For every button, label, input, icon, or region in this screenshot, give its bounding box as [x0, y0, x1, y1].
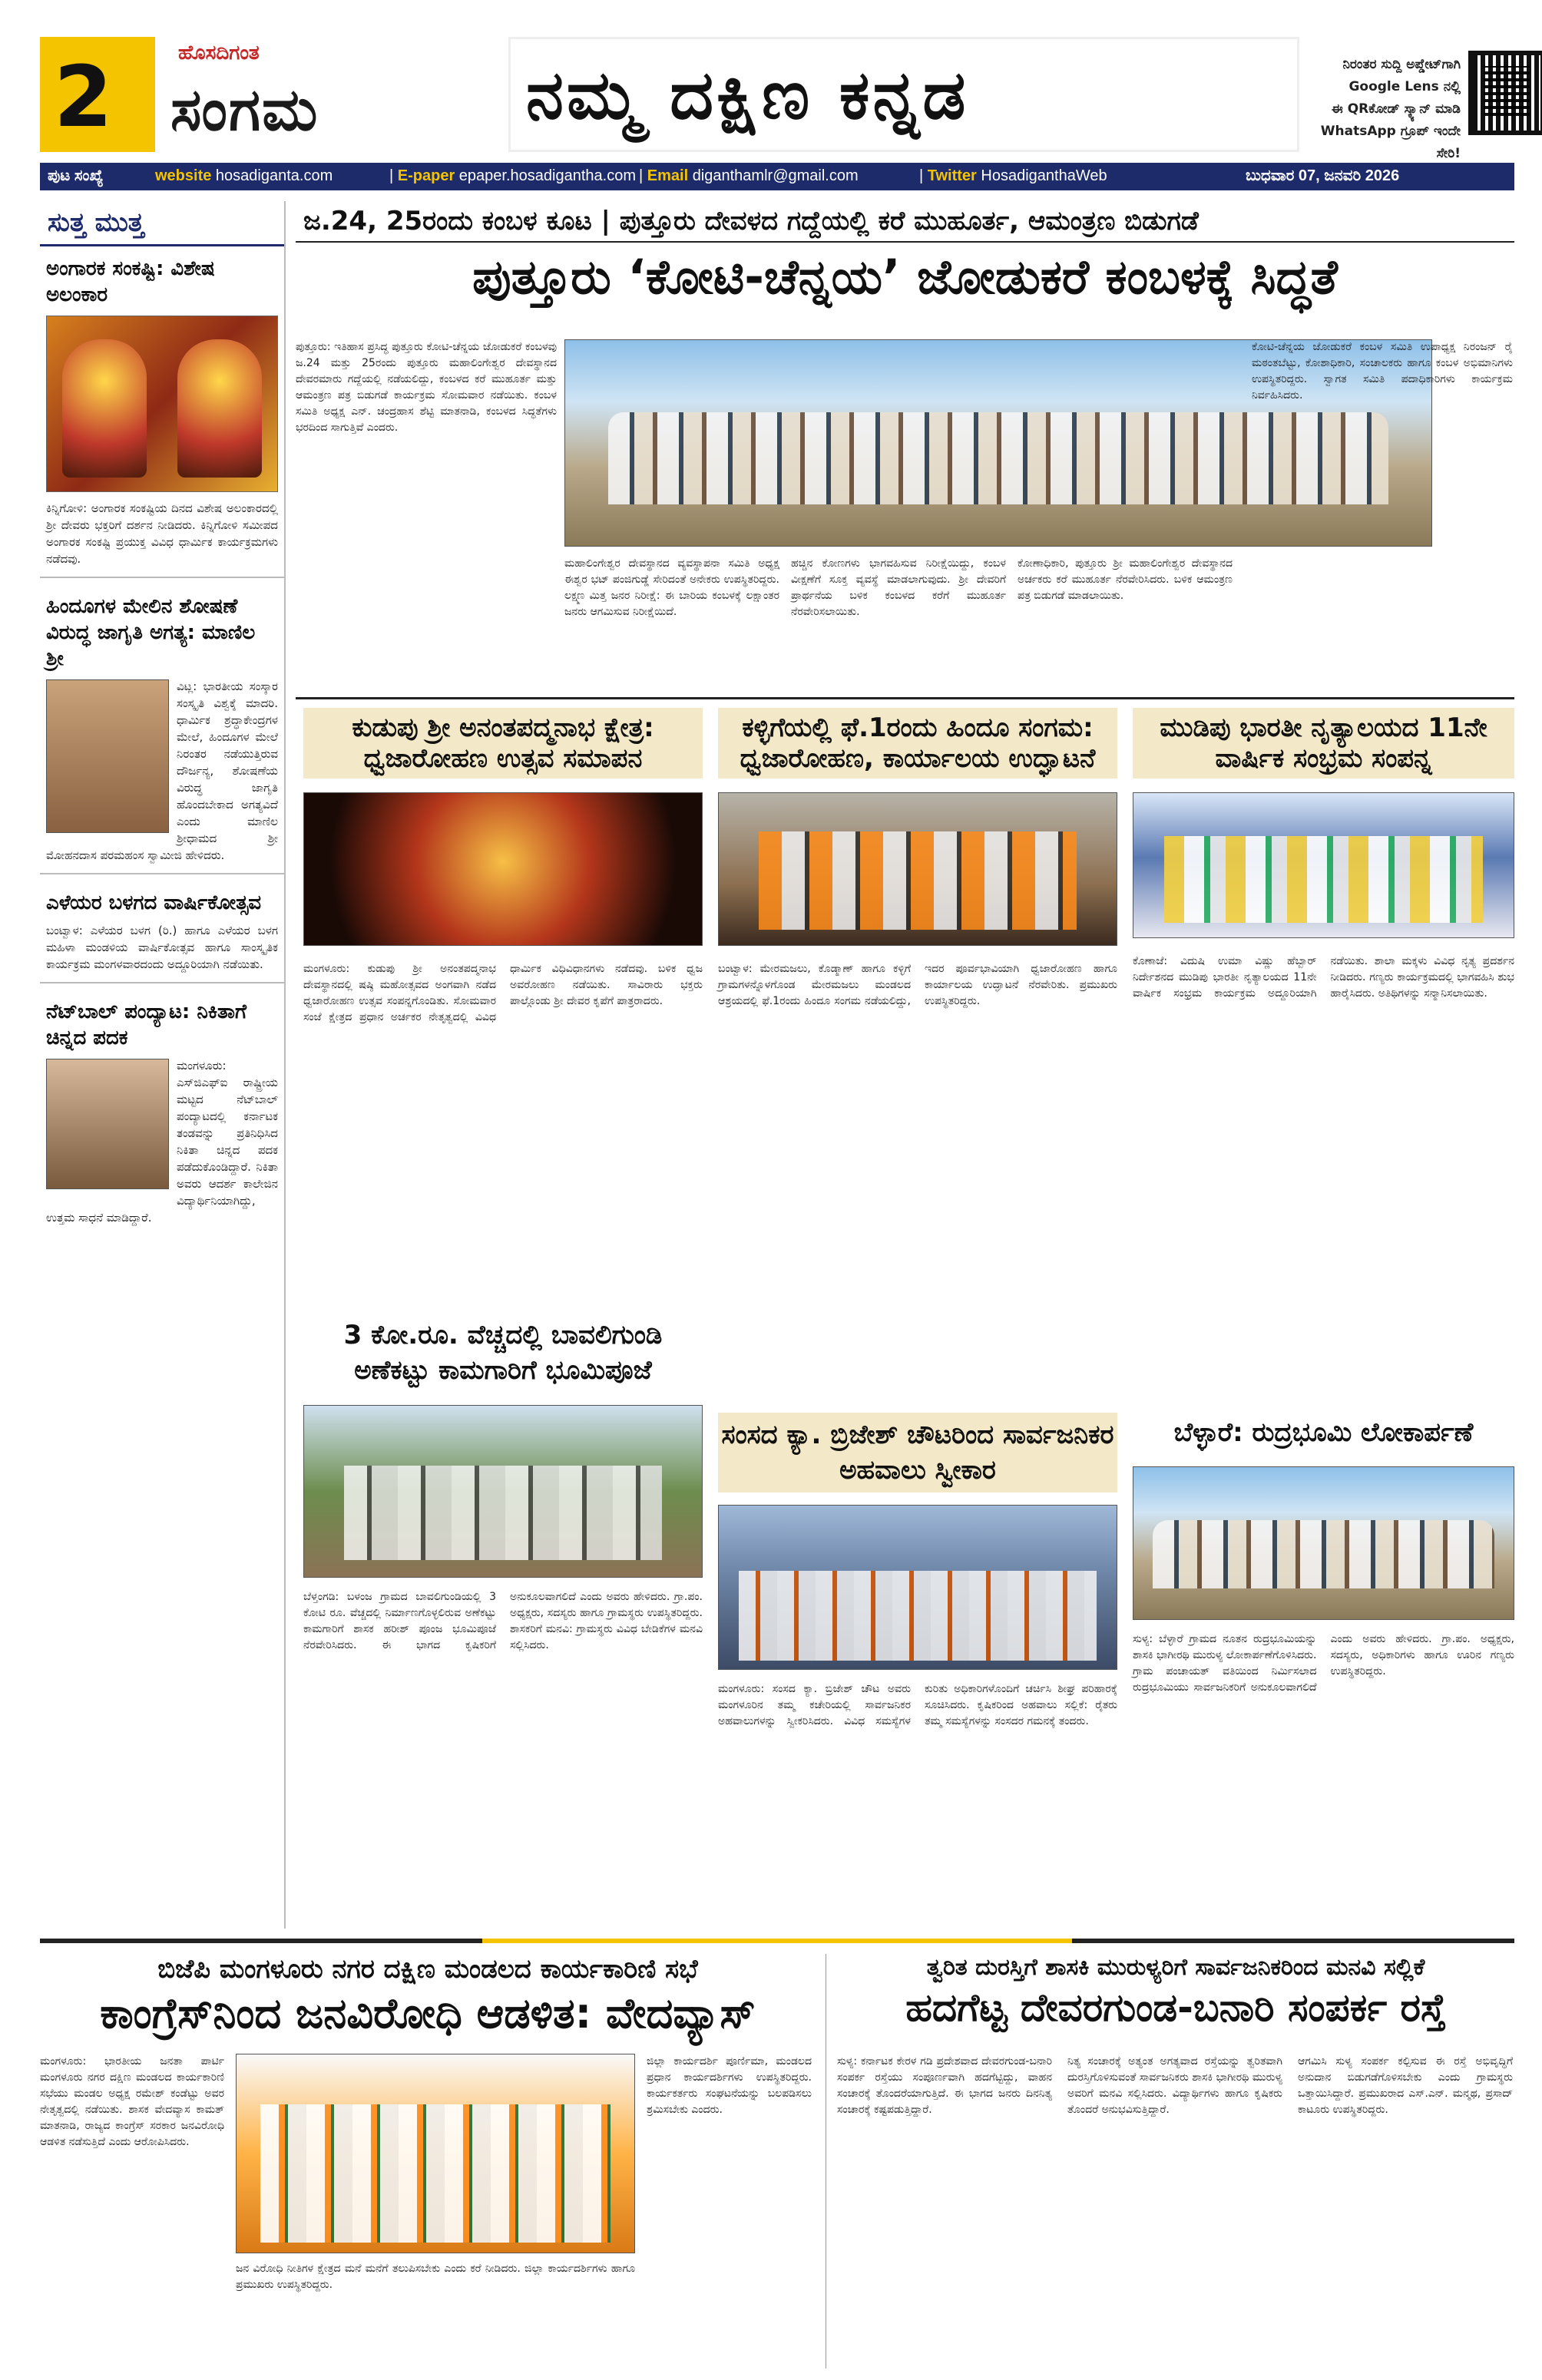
email-value: diganthamlr@gmail.com: [692, 167, 859, 184]
article-headline: ಅಂಗಾರಕ ಸಂಕಷ್ಟಿ: ವಿಶೇಷ ಅಲಂಕಾರ: [46, 257, 215, 306]
ceremony-photo: [718, 792, 1117, 946]
story-body: ಜಿಲ್ಲಾ ಕಾರ್ಯದರ್ಶಿ ಪೂರ್ಣಿಮಾ, ಮಂಡಲದ ಪ್ರಧಾನ ಕಾರ್ಯದರ್ಶಿಗಳು ಉಪಸ್ಥಿತರಿದ್ದರು. ಕಾರ್ಯಕರ್ತರು ಸಂಘಟನೆಯನ್ನು ಬಲಪಡಿಸಲು ಶ್ರಮಿಸಬೇಕು ಎಂದರು.: [647, 2055, 812, 2116]
athlete-photo: [46, 1059, 169, 1189]
brand-logo: ಹೊಸದಿಗಂತ: [178, 41, 260, 64]
deity-photo: [46, 316, 278, 492]
article-body: ಬಂಟ್ವಾಳ: ಎಳೆಯರ ಬಳಗ (ರಿ.) ಹಾಗೂ ಎಳೆಯರ ಬಳಗ ಮಹಿಳಾ ಮಂಡಳಿಯ ವಾರ್ಷಿಕೋತ್ಸವ ಹಾಗೂ ಸಾಂಸ್ಕೃತಿಕ ಕಾರ್ಯಕ್ರಮ ಮಂಗಳವಾರದಂದು ಅದ್ದೂರಿಯಾಗಿ ನಡೆಯಿತು.: [46, 924, 278, 971]
inauguration-photo: [1133, 1466, 1514, 1620]
masthead: [40, 37, 1514, 161]
website-label: website: [155, 167, 212, 184]
lead-col-1: ಪುತ್ತೂರು: ಇತಿಹಾಸ ಪ್ರಸಿದ್ಧ ಪುತ್ತೂರು ಕೋಟಿ-ಚೆನ್ನಯ ಜೋಡುಕರೆ ಕಂಬಳವು ಜ.24 ಮತ್ತು 25ರಂದು ಪುತ್ತೂರು ಮಹಾಲಿಂಗೇಶ್ವರ ದೇವಸ್ಥಾನದ ದೇವರಮಾರು ಗದ್ದೆಯಲ್ಲಿ ನಡೆಯಲಿದ್ದು, ಕಂಬಳದ ಕರೆ ಮುಹೂರ್ತ ಮತ್ತು ಆಮಂತ್ರಣ ಪತ್ರ ಬಿಡುಗಡೆ ಕಾರ್ಯಕ್ರಮ ಸೋಮವಾರ ನಡೆಯಿತು. ಕಂಬಳ ಸಮಿತಿ ಅಧ್ಯಕ್ಷ ಎನ್. ಚಂದ್ರಹಾಸ ಶೆಟ್ಟಿ ಮಾತನಾಡಿ, ಕಂಬಳದ ಸಿದ್ಧತೆಗಳು ಭರದಿಂದ ಸಾಗುತ್ತಿವೆ ಎಂದರು.: [296, 341, 557, 434]
qr-line: ಈ QRಕೋಡ್ ಸ್ಕ್ಯಾನ್ ಮಾಡಿ: [1332, 101, 1461, 117]
story-mudipu: [1133, 708, 1514, 1314]
article-headline: ಎಳೆಯರ ಬಳಗದ ವಾರ್ಷಿಕೋತ್ಸವ: [46, 891, 262, 914]
edition-box: [508, 37, 1299, 152]
column-heading: ಸುತ್ತ ಮುತ್ತ: [40, 201, 284, 246]
story-body: ಜನ ವಿರೋಧಿ ನೀತಿಗಳ ಕ್ಷೇತ್ರದ ಮನೆ ಮನೆಗೆ ತಲುಪಿಸಬೇಕು ಎಂದು ಕರೆ ನೀಡಿದರು. ಜಿಲ್ಲಾ ಕಾರ್ಯದರ್ಶಿಗಳು ಹಾಗೂ ಪ್ರಮುಖರು ಉಪಸ್ಥಿತರಿದ್ದರು.: [236, 2263, 635, 2291]
bhoomipooja-photo: [303, 1405, 703, 1578]
left-column: [40, 201, 286, 1929]
story-headline: ಹದಗೆಟ್ಟ ದೇವರಗುಂಡ-ಬನಾರಿ ಸಂಪರ್ಕ ರಸ್ತೆ: [905, 1985, 1446, 2030]
twitter-link[interactable]: | Twitter HosadiganthaWeb: [919, 167, 1107, 184]
section-title: ಸಂಗಮ: [170, 75, 319, 144]
section-rule: [40, 1939, 1514, 1943]
story-headline: ಬೆಳ್ಳಾರೆ: ರುದ್ರಭೂಮಿ ಲೋಕಾರ್ಪಣೆ: [1173, 1417, 1474, 1448]
story-body: ಮಂಗಳೂರು: ಸಂಸದ ಕ್ಯಾ. ಬ್ರಿಜೇಶ್ ಚೌಟ ಅವರು ಮಂಗಳೂರಿನ ತಮ್ಮ ಕಚೇರಿಯಲ್ಲಿ ಸಾರ್ವಜನಿಕರ ಅಹವಾಲುಗಳನ್ನು ಸ್ವೀಕರಿಸಿದರು. ವಿವಿಧ ಸಮಸ್ಯೆಗಳ ಕುರಿತು ಅಧಿಕಾರಿಗಳೊಂದಿಗೆ ಚರ್ಚಿಸಿ ಶೀಘ್ರ ಪರಿಹಾರಕ್ಕೆ ಸೂಚಿಸಿದರು. ಕೃಷಿಕರಿಂದ ಅಹವಾಲು ಸಲ್ಲಿಕೆ: ರೈತರು ತಮ್ಮ ಸಮಸ್ಯೆಗಳನ್ನು ಸಂಸದರ ಗಮನಕ್ಕೆ ತಂದರು.: [718, 1683, 1117, 1727]
story-bellare: [1133, 1413, 1514, 1919]
meeting-photo: [718, 1505, 1117, 1670]
story-body: ಮಂಗಳೂರು: ಕುಡುಪು ಶ್ರೀ ಅನಂತಪದ್ಮನಾಭ ದೇವಸ್ಥಾನದಲ್ಲಿ ಷಷ್ಠಿ ಮಹೋತ್ಸವದ ಅಂಗವಾಗಿ ನಡೆದ ಧ್ವಜಾರೋಹಣ ಉತ್ಸವ ಸಂಪನ್ನಗೊಂಡಿತು. ಸೋಮವಾರ ಸಂಜೆ ಕ್ಷೇತ್ರದ ಪ್ರಧಾನ ಅರ್ಚಕರ ನೇತೃತ್ವದಲ್ಲಿ ವಿವಿಧ ಧಾರ್ಮಿಕ ವಿಧಿವಿಧಾನಗಳು ನಡೆದವು. ಬಳಿಕ ಧ್ವಜ ಅವರೋಹಣ ನಡೆಯಿತು. ಸಾವಿರಾರು ಭಕ್ತರು ಪಾಲ್ಗೊಂಡು ಶ್ರೀ ದೇವರ ಕೃಪೆಗೆ ಪಾತ್ರರಾದರು.: [303, 963, 703, 1023]
story-body: ಆಗಮಿಸಿ ಸುಳ್ಯ ಸಂಪರ್ಕ ಕಲ್ಪಿಸುವ ಈ ರಸ್ತೆ ಅಭಿವೃದ್ಧಿಗೆ ಅನುದಾನ ಬಿಡುಗಡೆಗೊಳಿಸಬೇಕು ಎಂದು ಗ್ರಾಮಸ್ಥರು ಒತ್ತಾಯಿಸಿದ್ದಾರೆ. ಪ್ರಮುಖರಾದ ಎಸ್.ಎನ್. ಮನ್ಮಥ, ಪ್ರಸಾದ್ ಕಾಟೂರು ಉಪಸ್ಥಿತರಿದ್ದರು.: [1298, 2055, 1513, 2116]
lead-col-4: ಕೋಣಾಧಿಕಾರಿ, ಪುತ್ತೂರು ಶ್ರೀ ಮಹಾಲಿಂಗೇಶ್ವರ ದೇವಸ್ಥಾನದ ಅರ್ಚಕರು ಕರೆ ಮುಹೂರ್ತ ನೆರವೇರಿಸಿದರು. ಬಳಿಕ ಆಮಂತ್ರಣ ಪತ್ರ ಬಿಡುಗಡೆ ಮಾಡಲಾಯಿತು.: [1018, 557, 1233, 602]
story-kicker: ತ್ವರಿತ ದುರಸ್ತಿಗೆ ಶಾಸಕಿ ಮುರುಳ್ಯರಿಗೆ ಸಾರ್ವಜನಿಕರಿಂದ ಮನವಿ ಸಲ್ಲಿಕೆ: [926, 1954, 1425, 1981]
article-headline: ಹಿಂದೂಗಳ ಮೇಲಿನ ಶೋಷಣೆ ವಿರುದ್ಧ ಜಾಗೃತಿ ಅಗತ್ಯ: ಮಾಣಿಲ ಶ್ರೀ: [46, 595, 256, 670]
story-chowta: [718, 1413, 1117, 1919]
lead-story: [296, 201, 1514, 693]
deity-figure: [177, 339, 262, 478]
divider: [40, 873, 284, 874]
page-number-box: [40, 37, 155, 152]
qr-line: WhatsApp ಗ್ರೂಪ್ ಇಂದೇ ಸೇರಿ!: [1320, 124, 1461, 161]
story-headline: ಕಳ್ಳಿಗೆಯಲ್ಲಿ ಫೆ.1ರಂದು ಹಿಂದೂ ಸಂಗಮ: ಧ್ವಜಾರೋಹಣ, ಕಾರ್ಯಾಲಯ ಉದ್ಘಾಟನೆ: [718, 708, 1117, 778]
twitter-label: Twitter: [927, 167, 977, 184]
article-body: ಮಂಗಳೂರು: ಎಸ್‌ಜಿಎಫ್‌ಐ ರಾಷ್ಟ್ರೀಯ ಮಟ್ಟದ ನೆಟ್‌ಬಾಲ್ ಪಂದ್ಯಾಟದಲ್ಲಿ ಕರ್ನಾಟಕ ತಂಡವನ್ನು ಪ್ರತಿನಿಧಿಸಿದ ನಿಕಿತಾ ಚಿನ್ನದ ಪದಕ ಪಡೆದುಕೊಂಡಿದ್ದಾರೆ. ನಿಕಿತಾ ಅವರು ಆದರ್ಶ ಕಾಲೇಜಿನ ವಿದ್ಯಾರ್ಥಿನಿಯಾಗಿದ್ದು, ಉತ್ತಮ ಸಾಧನೆ ಮಾಡಿದ್ದಾರೆ.: [46, 1059, 278, 1225]
website-value: hosadiganta.com: [215, 167, 333, 184]
email-link[interactable]: | Email diganthamlr@gmail.com: [639, 167, 859, 184]
story-body: ಸುಳ್ಯ: ಕರ್ನಾಟಕ ಕೇರಳ ಗಡಿ ಪ್ರದೇಶವಾದ ದೇವರಗುಂಡ-ಬನಾರಿ ಸಂಪರ್ಕ ರಸ್ತೆಯು ಸಂಪೂರ್ಣವಾಗಿ ಹದಗೆಟ್ಟಿದ್ದು, ವಾಹನ ಸಂಚಾರಕ್ಕೆ ತೊಂದರೆಯಾಗುತ್ತಿದೆ. ಈ ಭಾಗದ ಜನರು ದಿನನಿತ್ಯ ಸಂಚಾರಕ್ಕೆ ಕಷ್ಟಪಡುತ್ತಿದ್ದಾರೆ.: [837, 2055, 1052, 2116]
epaper-label: E-paper: [397, 167, 455, 184]
story-body: ಬೆಳ್ತಂಗಡಿ: ಬಳಂಜ ಗ್ರಾಮದ ಬಾವಲಿಗುಂಡಿಯಲ್ಲಿ 3 ಕೋಟಿ ರೂ. ವೆಚ್ಚದಲ್ಲಿ ನಿರ್ಮಾಣಗೊಳ್ಳಲಿರುವ ಅಣೆಕಟ್ಟು ಕಾಮಗಾರಿಗೆ ಶಾಸಕ ಹರೀಶ್ ಪೂಂಜ ಭೂಮಿಪೂಜೆ ನೆರವೇರಿಸಿದರು. ಈ ಭಾಗದ ಕೃಷಿಕರಿಗೆ ಅನುಕೂಲವಾಗಲಿದೆ ಎಂದು ಅವರು ಹೇಳಿದರು. ಗ್ರಾ.ಪಂ. ಅಧ್ಯಕ್ಷರು, ಸದಸ್ಯರು ಹಾಗೂ ಗ್ರಾಮಸ್ಥರು ಉಪಸ್ಥಿತರಿದ್ದರು. ಶಾಸಕರಿಗೆ ಮನವಿ: ಗ್ರಾಮಸ್ಥರು ವಿವಿಧ ಬೇಡಿಕೆಗಳ ಮನವಿ ಸಲ್ಲಿಸಿದರು.: [303, 1591, 703, 1651]
story-bavaliguNDi: [303, 1313, 703, 1919]
info-strip: [40, 163, 1514, 190]
divider: [40, 982, 284, 983]
festival-photo: [303, 792, 703, 946]
rule: [296, 697, 1514, 699]
story-headline: 3 ಕೋ.ರೂ. ವೆಚ್ಚದಲ್ಲಿ ಬಾವಲಿಗುಂಡಿ ಅಣೆಕಟ್ಟು ಕಾಮಗಾರಿಗೆ ಭೂಮಿಪೂಜೆ: [343, 1320, 663, 1386]
story-body: ಬಂಟ್ವಾಳ: ಮೇರಮಜಲು, ಕೊಡ್ಮಾಣ್ ಹಾಗೂ ಕಳ್ಳಿಗೆ ಗ್ರಾಮಗಳನ್ನೊಳಗೊಂಡ ಮೇರಮಜಲು ಮಂಡಲದ ಆಶ್ರಯದಲ್ಲಿ ಫೆ.1ರಂದು ಹಿಂದೂ ಸಂಗಮ ನಡೆಯಲಿದ್ದು, ಇದರ ಪೂರ್ವಭಾವಿಯಾಗಿ ಧ್ವಜಾರೋಹಣ ಹಾಗೂ ಕಾರ್ಯಾಲಯ ಉದ್ಘಾಟನೆ ನೆರವೇರಿತು. ಪ್ರಮುಖರು ಉಪಸ್ಥಿತರಿದ್ದರು.: [718, 963, 1117, 1007]
story-body: ಮಂಗಳೂರು: ಭಾರತೀಯ ಜನತಾ ಪಾರ್ಟಿ ಮಂಗಳೂರು ನಗರ ದಕ್ಷಿಣ ಮಂಡಲದ ಕಾರ್ಯಕಾರಿಣಿ ಸಭೆಯು ಮಂಡಲ ಅಧ್ಯಕ್ಷ ರಮೇಶ್ ಕಂಡೆಟ್ಟು ಅವರ ನೇತೃತ್ವದಲ್ಲಿ ನಡೆಯಿತು. ಶಾಸಕ ವೇದವ್ಯಾಸ ಕಾಮತ್ ಮಾತನಾಡಿ, ರಾಜ್ಯದ ಕಾಂಗ್ರೆಸ್ ಸರಕಾರ ಜನವಿರೋಧಿ ಆಡಳಿತ ನಡೆಸುತ್ತಿದೆ ಎಂದು ಆರೋಪಿಸಿದರು.: [40, 2055, 224, 2148]
story-kallige: [718, 708, 1117, 1314]
article-body: ವಿಟ್ಲ: ಭಾರತೀಯ ಸಂಸ್ಕಾರ ಸಂಸ್ಕೃತಿ ವಿಶ್ವಕ್ಕೆ ಮಾದರಿ. ಧಾರ್ಮಿಕ ಶ್ರದ್ಧಾಕೇಂದ್ರಗಳ ಮೇಲೆ, ಹಿಂದೂಗಳ ಮೇಲೆ ನಿರಂತರ ನಡೆಯುತ್ತಿರುವ ದೌರ್ಜನ್ಯ, ಶೋಷಣೆಯ ವಿರುದ್ಧ ಜಾಗೃತಿ ಹೊಂದಬೇಕಾದ ಅಗತ್ಯವಿದೆ ಎಂದು ಮಾಣಿಲ ಶ್ರೀಧಾಮದ ಶ್ರೀ ಮೋಹನದಾಸ ಪರಮಹಂಸ ಸ್ವಾಮೀಜಿ ಹೇಳಿದರು.: [46, 679, 278, 862]
page-number: 2: [54, 48, 113, 146]
qr-line: Google Lens ನಲ್ಲಿ: [1348, 79, 1461, 94]
qr-code-icon[interactable]: [1468, 51, 1542, 135]
epaper-value: epaper.hosadigantha.com: [458, 167, 636, 184]
article-body: ಕಿನ್ನಿಗೋಳಿ: ಅಂಗಾರಕ ಸಂಕಷ್ಟಿಯ ದಿನದ ವಿಶೇಷ ಅಲಂಕಾರದಲ್ಲಿ ಶ್ರೀ ದೇವರು ಭಕ್ತರಿಗೆ ದರ್ಶನ ನೀಡಿದರು. ಕಿನ್ನಿಗೋಳಿ ಸಮೀಪದ ಅಂಗಾರಕ ಸಂಕಷ್ಟಿ ಪ್ರಯುಕ್ತ ವಿವಿಧ ಧಾರ್ಮಿಕ ಕಾರ್ಯಕ್ರಮಗಳು ನಡೆದವು.: [46, 501, 278, 566]
dance-stage-photo: [1133, 792, 1514, 938]
epaper-link[interactable]: | E-paper epaper.hosadigantha.com: [389, 167, 636, 184]
story-kudupu: [303, 708, 703, 1307]
lead-col-3: ಹಚ್ಚಿನ ಕೋಣಗಳು ಭಾಗವಹಿಸುವ ನಿರೀಕ್ಷೆಯಿದ್ದು, ಕಂಬಳ ವೀಕ್ಷಣೆಗೆ ಸೂಕ್ತ ವ್ಯವಸ್ಥೆ ಮಾಡಲಾಗುವುದು. ಶ್ರೀ ದೇವರಿಗೆ ಪ್ರಾರ್ಥನೆಯ ಬಳಿಕ ಕಂಬಳದ ಕರೆಗೆ ಮುಹೂರ್ತ ನೆರವೇರಿಸಲಾಯಿತು.: [791, 557, 1006, 618]
divider: [40, 577, 284, 578]
story-bjp: [40, 1954, 816, 2368]
deity-figure: [62, 339, 147, 478]
story-headline: ಕಾಂಗ್ರೆಸ್‌ನಿಂದ ಜನವಿರೋಧಿ ಆಡಳಿತ: ವೇದವ್ಯಾಸ್: [100, 1989, 756, 2038]
story-kicker: ಬಿಜೆಪಿ ಮಂಗಳೂರು ನಗರ ದಕ್ಷಿಣ ಮಂಡಲದ ಕಾರ್ಯಕಾರಿಣಿ ಸಭೆ: [157, 1954, 698, 1985]
lead-kicker: ಜ.24, 25ರಂದು ಕಂಬಳ ಕೂಟ | ಪುತ್ತೂರು ದೇವಳದ ಗದ್ದೆಯಲ್ಲಿ ಕರೆ ಮುಹೂರ್ತ, ಆಮಂತ್ರಣ ಬಿಡುಗಡೆ: [296, 201, 1514, 243]
website-link[interactable]: [155, 167, 333, 185]
story-body: ಸುಳ್ಯ: ಬೆಳ್ಳಾರೆ ಗ್ರಾಮದ ನೂತನ ರುದ್ರಭೂಮಿಯನ್ನು ಶಾಸಕಿ ಭಾಗೀರಥಿ ಮುರುಳ್ಯ ಲೋಕಾರ್ಪಣೆಗೊಳಿಸಿದರು. ಗ್ರಾಮ ಪಂಚಾಯತ್ ವತಿಯಿಂದ ನಿರ್ಮಿಸಲಾದ ರುದ್ರಭೂಮಿಯು ಸಾರ್ವಜನಿಕರಿಗೆ ಅನುಕೂಲವಾಗಲಿದೆ ಎಂದು ಅವರು ಹೇಳಿದರು. ಗ್ರಾ.ಪಂ. ಅಧ್ಯಕ್ಷರು, ಸದಸ್ಯರು, ಅಧಿಕಾರಿಗಳು ಹಾಗೂ ಊರಿನ ಗಣ್ಯರು ಉಪಸ್ಥಿತರಿದ್ದರು.: [1133, 1633, 1514, 1694]
email-label: Email: [647, 167, 689, 184]
lead-col-5: ಕೋಟಿ-ಚೆನ್ನಯ ಜೋಡುಕರೆ ಕಂಬಳ ಸಮಿತಿ ಉಪಾಧ್ಯಕ್ಷ ನಿರಂಜನ್ ರೈ ಮಠಂತಬೆಟ್ಟು, ಕೋಶಾಧಿಕಾರಿ, ಸಂಚಾಲಕರು ಹಾಗೂ ಕಂಬಳ ಅಭಿಮಾನಿಗಳು ಉಪಸ್ಥಿತರಿದ್ದರು. ಸ್ವಾಗತ ಸಮಿತಿ ಪದಾಧಿಕಾರಿಗಳು ಕಾರ್ಯಕ್ರಮ ನಿರ್ವಹಿಸಿದರು.: [1252, 341, 1513, 402]
twitter-value: HosadiganthaWeb: [981, 167, 1107, 184]
edition-title: ನಮ್ಮ ದಕ್ಷಿಣ ಕನ್ನಡ: [526, 55, 969, 134]
swamiji-photo: [46, 679, 169, 833]
lead-col-2: ಮಹಾಲಿಂಗೇಶ್ವರ ದೇವಸ್ಥಾನದ ವ್ಯವಸ್ಥಾಪನಾ ಸಮಿತಿ ಅಧ್ಯಕ್ಷ ಈಶ್ವರ ಭಟ್ ಪಂಜಿಗುಡ್ಡೆ ಸೇರಿದಂತೆ ಅನೇಕರು ಉಪಸ್ಥಿತರಿದ್ದರು. ಲಕ್ಷ್ಮಣ ಮಿತ್ತ ಜನರ ನಿರೀಕ್ಷೆ: ಈ ಬಾರಿಯ ಕಂಬಳಕ್ಕೆ ಲಕ್ಷಾಂತರ ಜನರು ಆಗಮಿಸುವ ನಿರೀಕ್ಷೆಯಿದೆ.: [564, 557, 779, 618]
bjp-meeting-photo: [236, 2054, 635, 2253]
qr-instructions: [1299, 54, 1461, 165]
story-body: ಕೊಣಾಜೆ: ವಿದುಷಿ ಉಮಾ ವಿಷ್ಣು ಹೆಬ್ಬಾರ್ ನಿರ್ದೇಶನದ ಮುಡಿಪು ಭಾರತೀ ನೃತ್ಯಾಲಯದ 11ನೇ ವಾರ್ಷಿಕ ಸಂಭ್ರಮ ಕಾರ್ಯಕ್ರಮ ಅದ್ದೂರಿಯಾಗಿ ನಡೆಯಿತು. ಶಾಲಾ ಮಕ್ಕಳು ವಿವಿಧ ನೃತ್ಯ ಪ್ರದರ್ಶನ ನೀಡಿದರು. ಗಣ್ಯರು ಕಾರ್ಯಕ್ರಮದಲ್ಲಿ ಭಾಗವಹಿಸಿ ಶುಭ ಹಾರೈಸಿದರು. ಅತಿಥಿಗಳನ್ನು ಸನ್ಮಾನಿಸಲಾಯಿತು.: [1133, 955, 1514, 1000]
article-headline: ನೆಟ್‌ಬಾಲ್ ಪಂದ್ಯಾಟ: ನಿಕಿತಾಗೆ ಚಿನ್ನದ ಪದಕ: [46, 1000, 247, 1050]
story-road: [837, 1954, 1514, 2368]
story-headline: ಕುಡುಪು ಶ್ರೀ ಅನಂತಪದ್ಮನಾಭ ಕ್ಷೇತ್ರ: ಧ್ವಜಾರೋಹಣ ಉತ್ಸವ ಸಮಾಪನ: [303, 708, 703, 778]
page-label: ಪುಟ ಸಂಖ್ಯೆ: [48, 167, 104, 184]
issue-date: ಬುಧವಾರ 07, ಜನವರಿ 2026: [1246, 167, 1400, 184]
lead-headline: ಪುತ್ತೂರು ‘ಕೋಟಿ-ಚೆನ್ನಯ’ ಜೋಡುಕರೆ ಕಂಬಳಕ್ಕೆ ಸಿದ್ಧತೆ: [472, 249, 1338, 305]
story-headline: ಸಂಸದ ಕ್ಯಾ. ಬ್ರಿಜೇಶ್ ಚೌಟರಿಂದ ಸಾರ್ವಜನಿಕರ ಅಹವಾಲು ಸ್ವೀಕಾರ: [718, 1413, 1117, 1492]
story-body: ನಿತ್ಯ ಸಂಚಾರಕ್ಕೆ ಅತ್ಯಂತ ಅಗತ್ಯವಾದ ರಸ್ತೆಯನ್ನು ತ್ವರಿತವಾಗಿ ದುರಸ್ತಿಗೊಳಿಸುವಂತೆ ಸಾರ್ವಜನಿಕರು ಶಾಸಕಿ ಭಾಗೀರಥಿ ಮುರುಳ್ಯ ಅವರಿಗೆ ಮನವಿ ಸಲ್ಲಿಸಿದರು. ವಿದ್ಯಾರ್ಥಿಗಳು ಹಾಗೂ ಕೃಷಿಕರು ತೊಂದರೆ ಅನುಭವಿಸುತ್ತಿದ್ದಾರೆ.: [1067, 2055, 1282, 2116]
qr-line: ನಿರಂತರ ಸುದ್ದಿ ಅಪ್ಡೇಟ್‌ಗಾಗಿ: [1342, 57, 1461, 72]
story-headline: ಮುಡಿಪು ಭಾರತೀ ನೃತ್ಯಾಲಯದ 11ನೇ ವಾರ್ಷಿಕ ಸಂಭ್ರಮ ಸಂಪನ್ನ: [1133, 708, 1514, 778]
